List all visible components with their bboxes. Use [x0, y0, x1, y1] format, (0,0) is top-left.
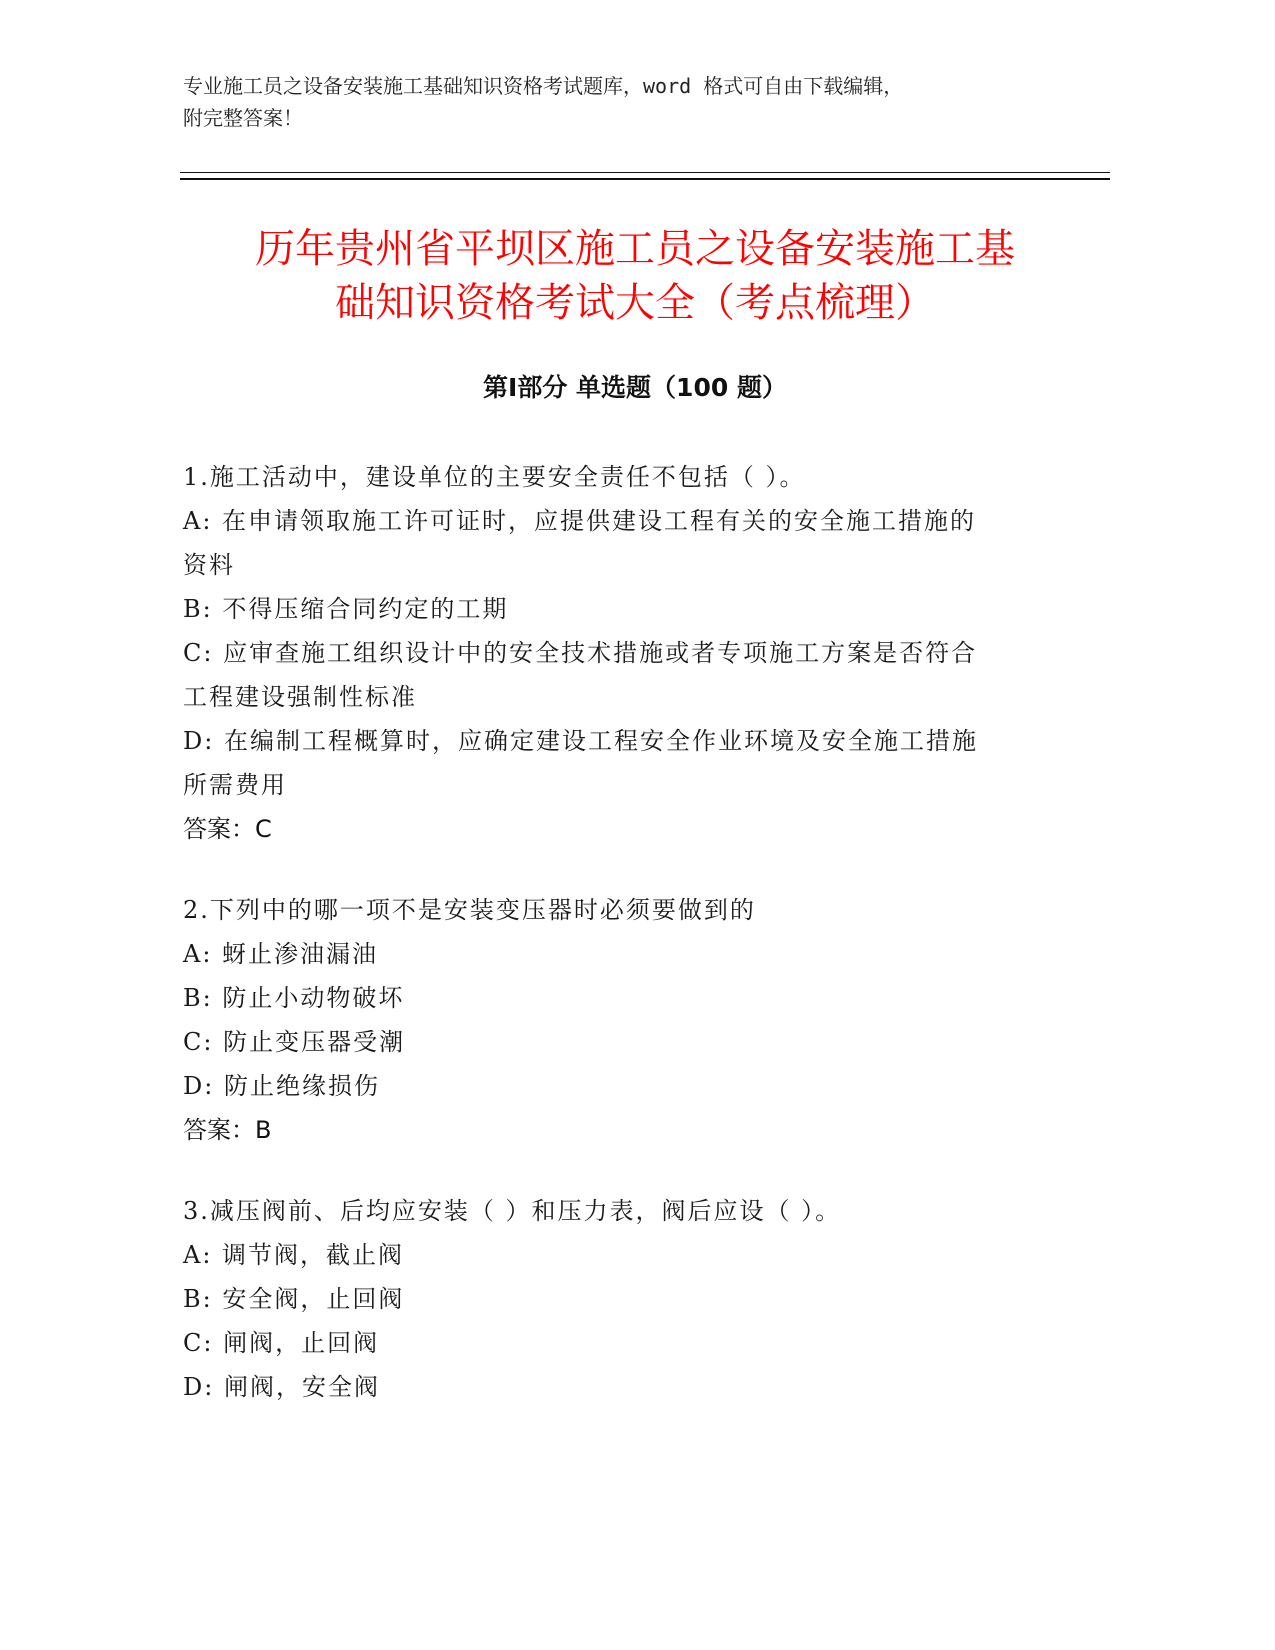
document-title-line-2: 础知识资格考试大全（考点梳理） [335, 280, 935, 326]
question-list [183, 455, 1043, 1446]
option-a: A: 在申请领取施工许可证时，应提供建设工程有关的安全施工措施的 [183, 507, 977, 535]
option-d: D: 防止绝缘损伤 [183, 1072, 380, 1100]
answer: 答案：C [183, 815, 272, 843]
header-note-line-1: 专业施工员之设备安装施工基础知识资格考试题库，word 格式可自由下载编辑， [183, 74, 904, 98]
option-b: B: 不得压缩合同约定的工期 [183, 595, 509, 623]
option-d-continued: 所需费用 [183, 771, 287, 799]
header-note [183, 70, 1073, 134]
option-b: B: 安全阀，止回阀 [183, 1285, 405, 1313]
header-divider-thin [180, 172, 1110, 173]
option-c-continued: 工程建设强制性标准 [183, 683, 417, 711]
question-3 [183, 1189, 1043, 1409]
question-stem: 3.减压阀前、后均应安装（ ）和压力表，阀后应设（ ）。 [183, 1197, 842, 1225]
option-c: C: 防止变压器受潮 [183, 1028, 406, 1056]
header-note-line-2: 附完整答案！ [183, 106, 303, 130]
option-a-continued: 资料 [183, 551, 235, 579]
option-c: C: 应审查施工组织设计中的安全技术措施或者专项施工方案是否符合 [183, 639, 978, 667]
question-stem: 1.施工活动中，建设单位的主要安全责任不包括（ ）。 [183, 463, 806, 491]
document-title [180, 222, 1090, 330]
question-stem: 2.下列中的哪一项不是安装变压器时必须要做到的 [183, 896, 756, 924]
question-2 [183, 888, 1043, 1152]
option-d: D: 在编制工程概算时，应确定建设工程安全作业环境及安全施工措施 [183, 727, 978, 755]
question-1 [183, 455, 1043, 851]
option-d: D: 闸阀，安全阀 [183, 1373, 380, 1401]
answer: 答案：B [183, 1116, 272, 1144]
option-a: A: 调节阀，截止阀 [183, 1241, 405, 1269]
section-title: 第Ⅰ部分 单选题（100 题） [483, 373, 787, 402]
option-b: B: 防止小动物破坏 [183, 984, 405, 1012]
option-c: C: 闸阀，止回阀 [183, 1329, 380, 1357]
document-title-line-1: 历年贵州省平坝区施工员之设备安装施工基 [255, 226, 1015, 272]
option-a: A: 蚜止渗油漏油 [183, 940, 379, 968]
header-divider-thick [180, 178, 1110, 180]
